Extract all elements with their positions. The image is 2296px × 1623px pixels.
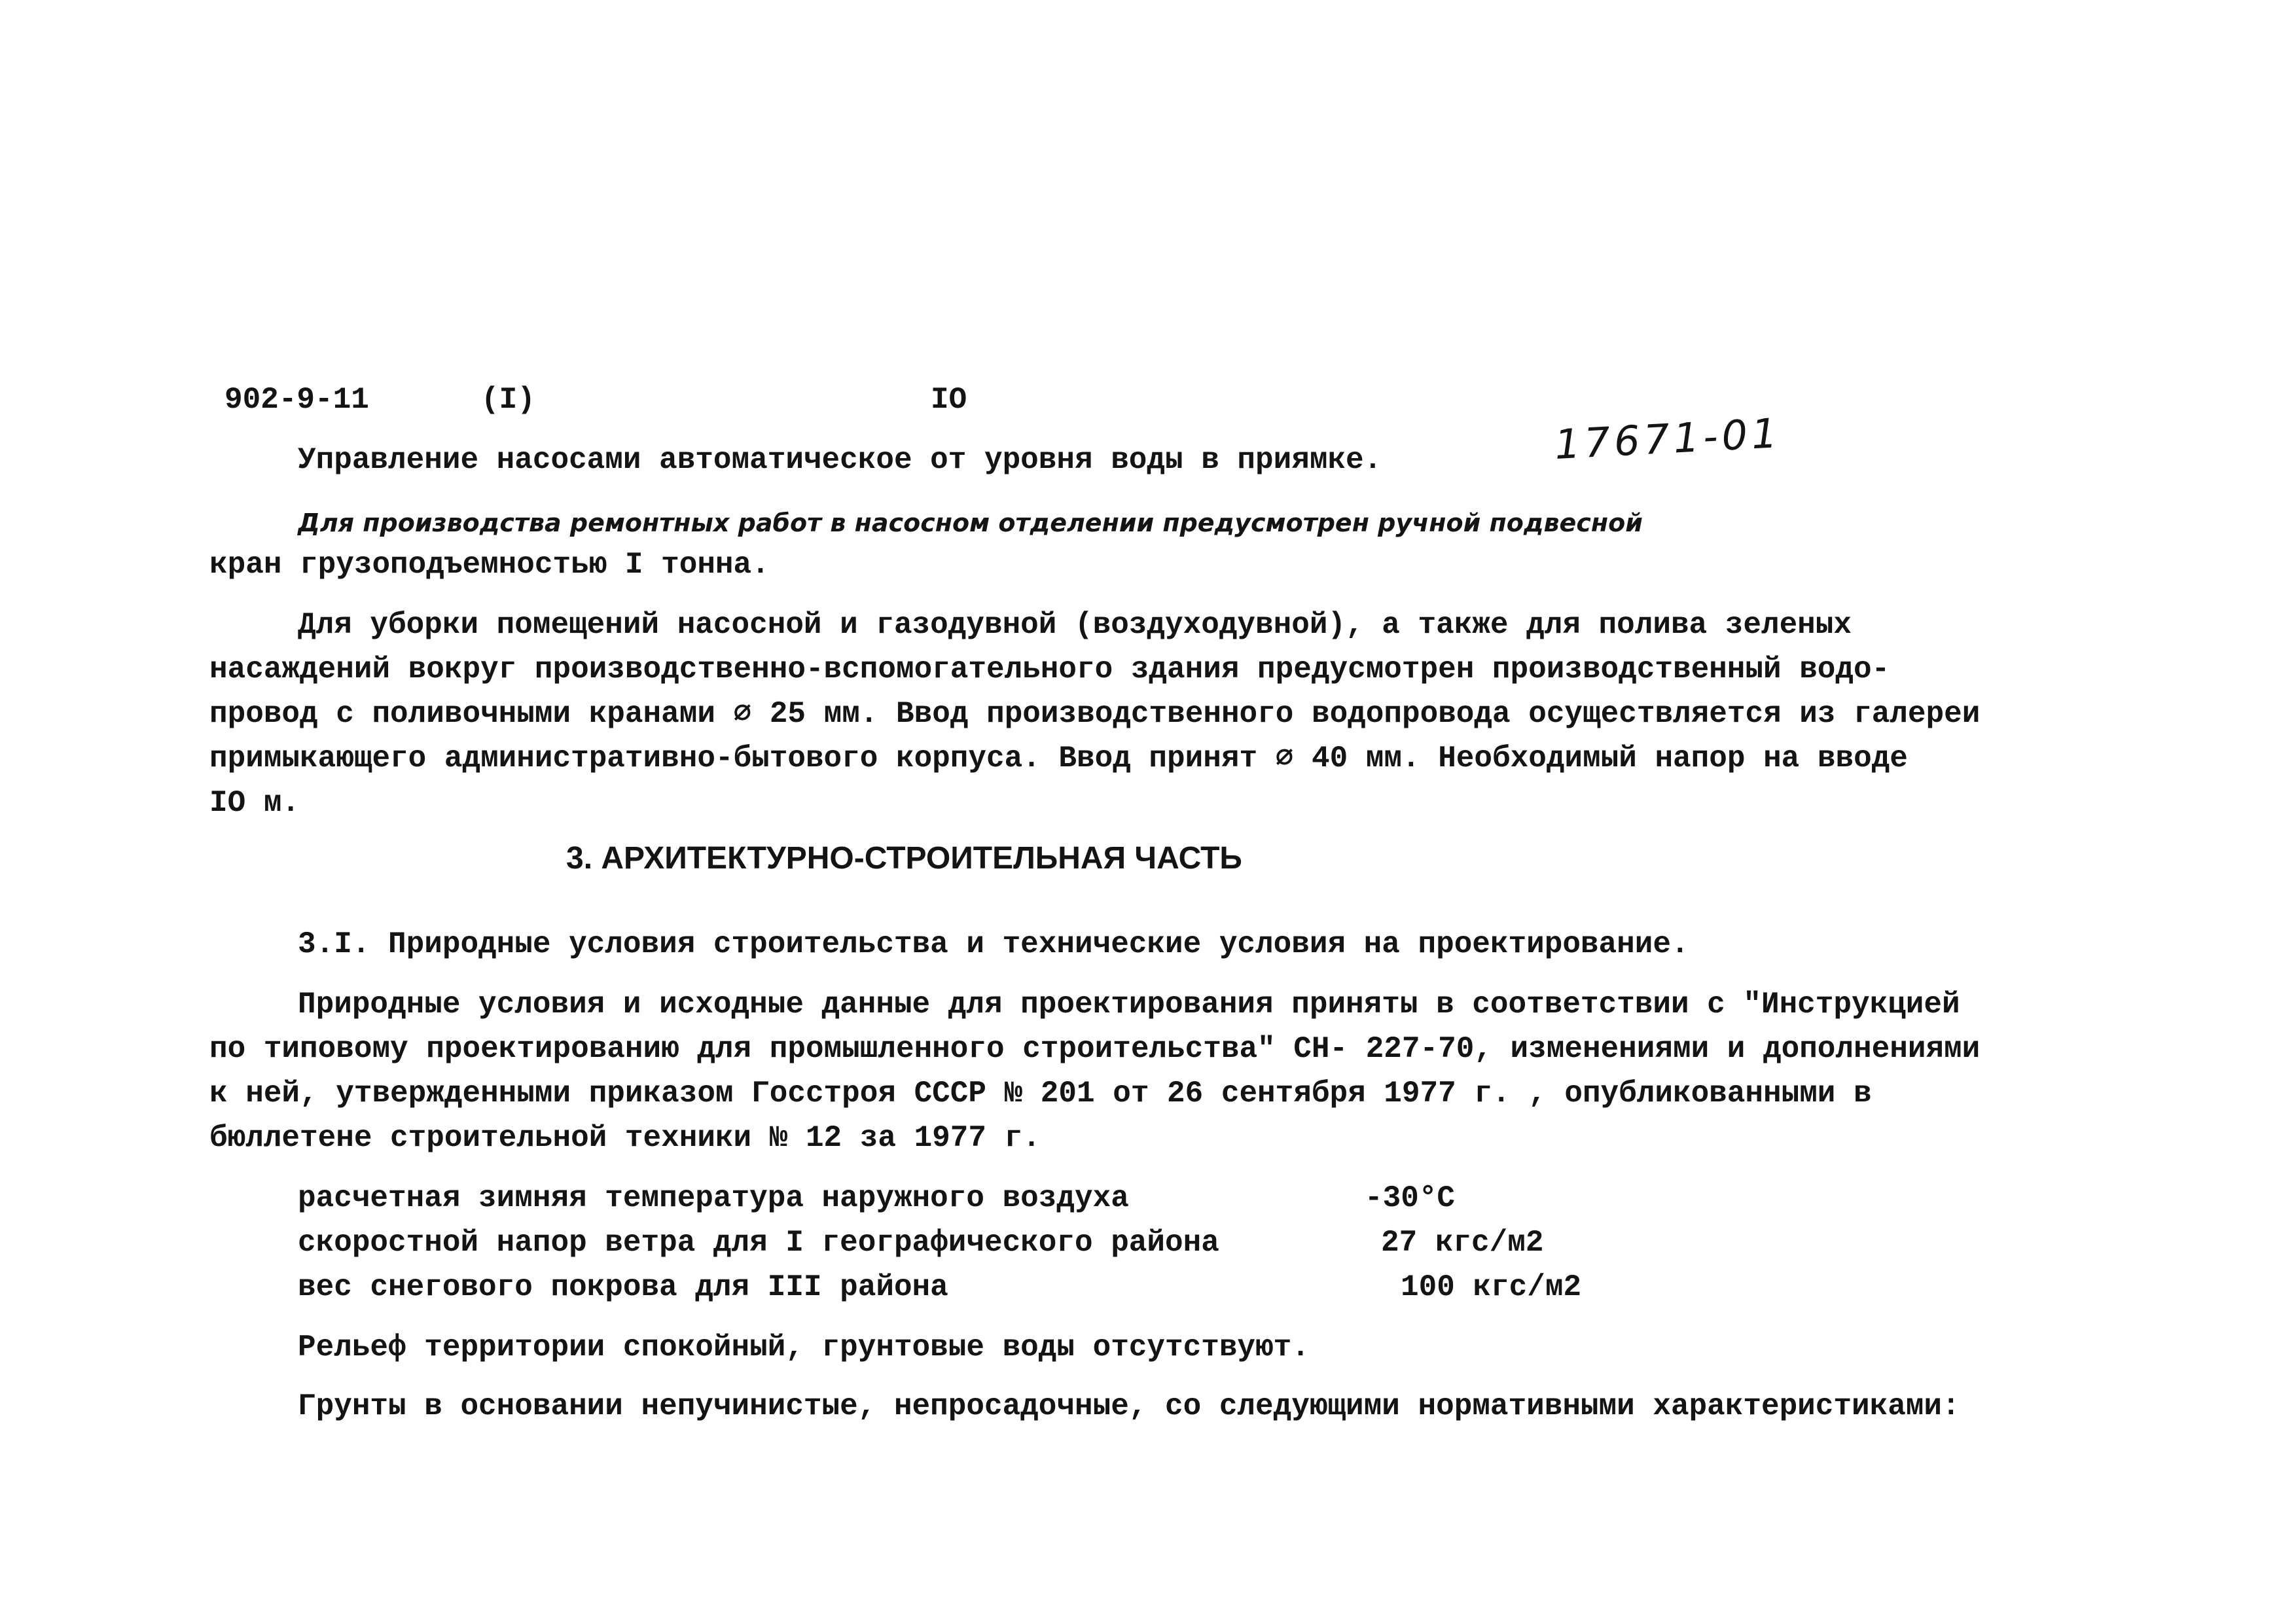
paragraph-water-supply-line3: провод с поливочными кранами ∅ 25 мм. Ввод производственного водопровода осуществляется из галереи (209, 697, 1981, 731)
document-code: 902-9-11 (224, 383, 369, 417)
paragraph-conditions-line3: к ней, утвержденными приказом Госстроя СССР № 201 от 26 сентября 1977 г. , опубликованными в (209, 1077, 1872, 1111)
condition-label: вес снегового покрова для III района (298, 1270, 948, 1304)
paragraph-relief: Рельеф территории спокойный, грунтовые воды отсутствуют. (298, 1330, 1310, 1364)
condition-label: расчетная зимняя температура наружного воздуха (298, 1181, 1129, 1215)
section-subtitle: 3.I. Природные условия строительства и технические условия на проектирование. (298, 927, 1689, 961)
page-number: IO (931, 383, 967, 417)
condition-value: 27 кгс/м2 (1381, 1226, 1544, 1260)
paragraph-soils: Грунты в основании непучинистые, непросадочные, со следующими нормативными характеристиками: (298, 1389, 1960, 1423)
paragraph-water-supply-line5: IO м. (209, 786, 300, 820)
condition-label: скоростной напор ветра для I географического района (298, 1226, 1219, 1260)
paragraph-conditions-line1: Природные условия и исходные данные для проектирования приняты в соответствии с "Инструкцией (298, 988, 1960, 1022)
paragraph-repair-crane-line2: кран грузоподъемностью I тонна. (209, 548, 770, 582)
paragraph-water-supply-line1: Для уборки помещений насосной и газодувной (воздуходувной), а также для полива зеленых (298, 608, 1852, 642)
paragraph-repair-crane-line1: Для производства ремонтных работ в насосном отделении предусмотрен ручной подвесной (298, 508, 1643, 537)
paragraph-conditions-line4: бюллетене строительной техники № 12 за 1977 г. (209, 1121, 1041, 1155)
paragraph-pump-control: Управление насосами автоматическое от уровня воды в приямке. (298, 443, 1382, 477)
condition-value: -30°C (1365, 1181, 1456, 1215)
paragraph-conditions-line2: по типовому проектированию для промышленного строительства" СН- 227-70, изменениями и дополнениями (209, 1032, 1981, 1066)
condition-value: 100 кгс/м2 (1401, 1270, 1582, 1304)
paragraph-water-supply-line2: насаждений вокруг производственно-вспомогательного здания предусмотрен производственный водо- (209, 652, 1890, 687)
paragraph-water-supply-line4: примыкающего административно-бытового корпуса. Ввод принят ∅ 40 мм. Необходимый напор на вводе (209, 741, 1908, 776)
document-part: (I) (481, 383, 535, 417)
section-title: 3. АРХИТЕКТУРНО-СТРОИТЕЛЬНАЯ ЧАСТЬ (566, 841, 1242, 876)
handwritten-inventory-number: 17671-01 (1553, 408, 1783, 469)
